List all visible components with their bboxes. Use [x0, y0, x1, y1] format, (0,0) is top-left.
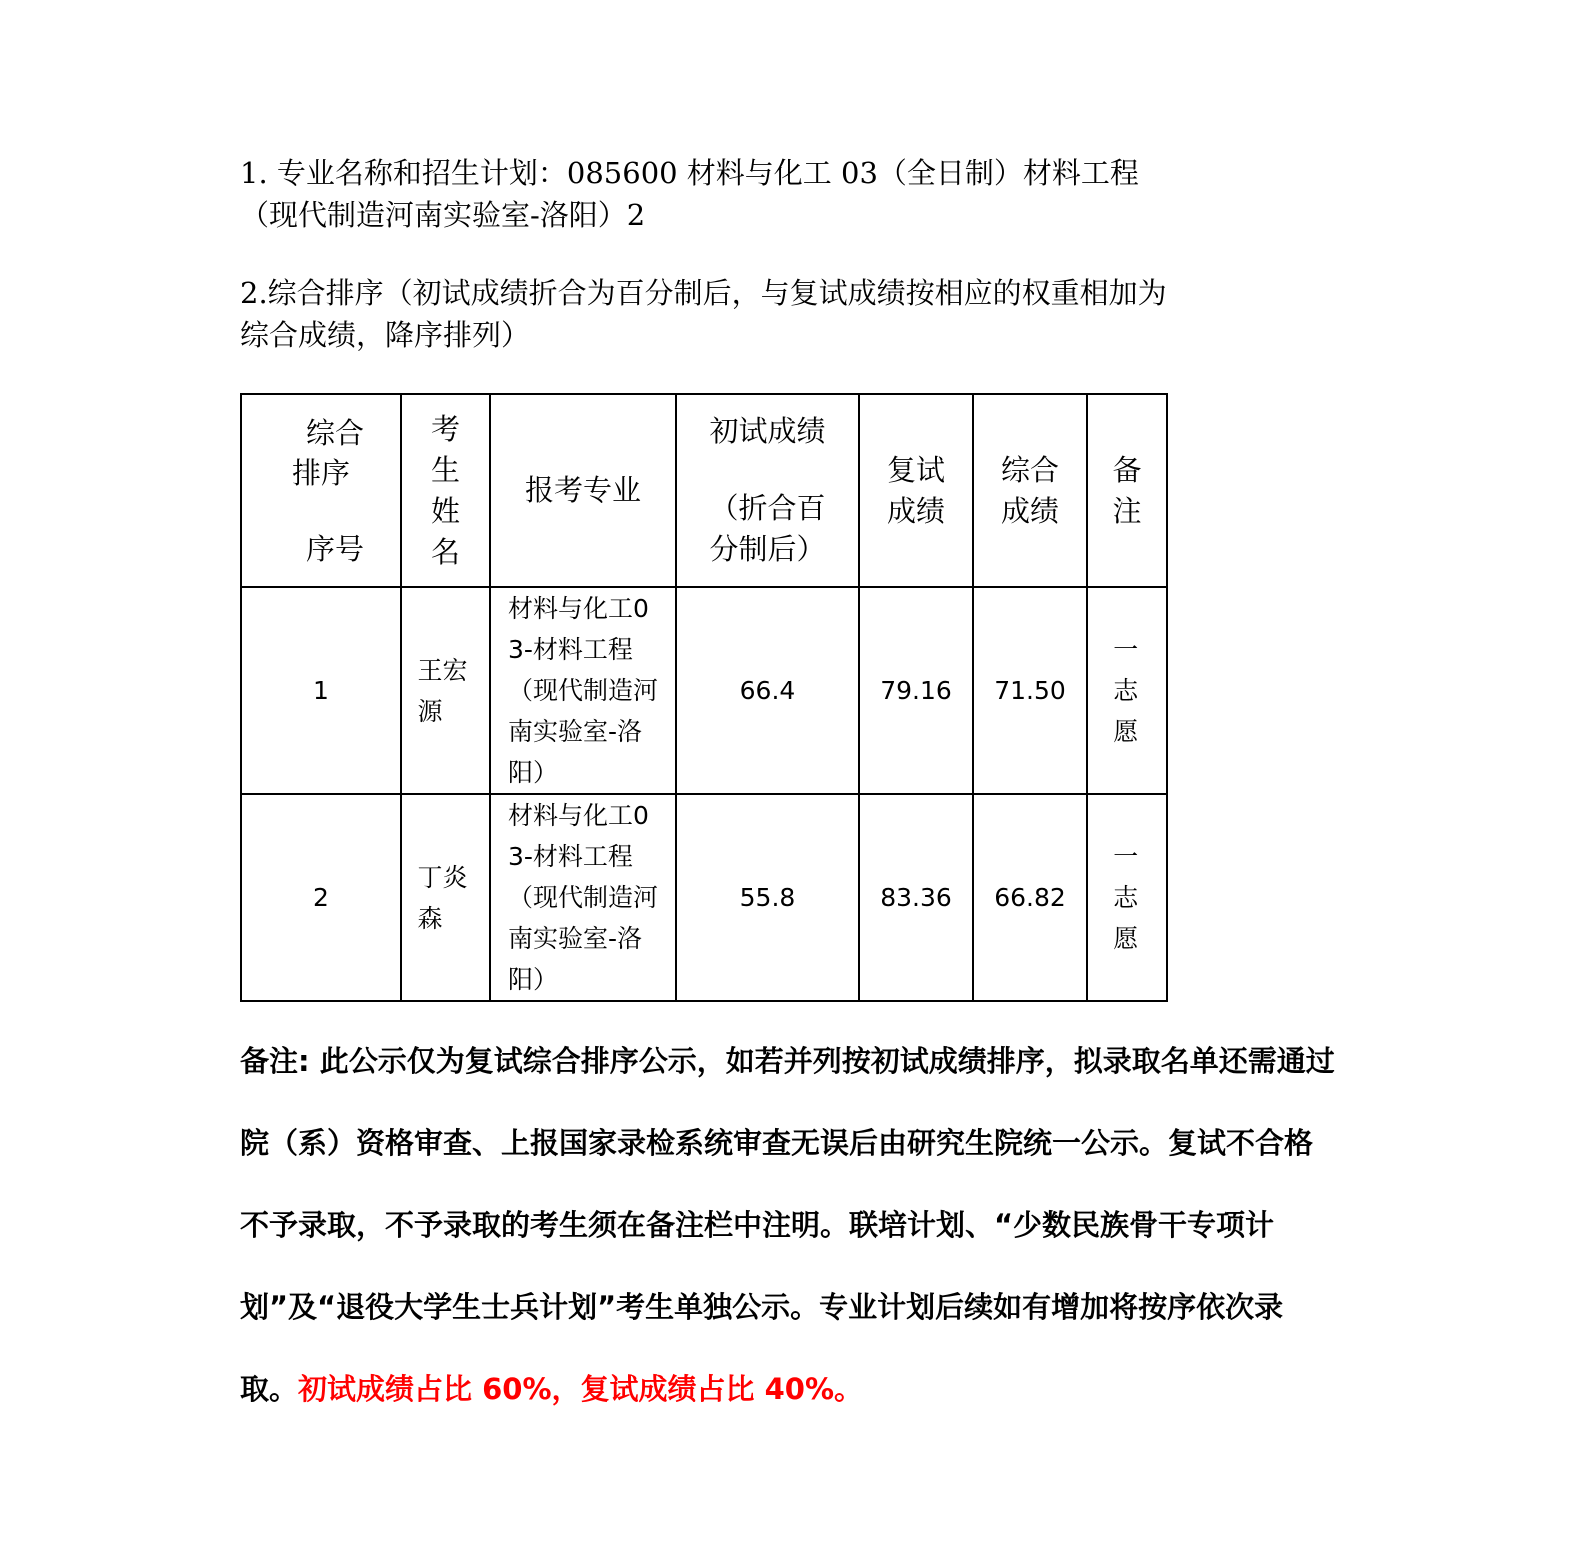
cell-second-score: 79.16 [859, 587, 973, 794]
cell-total-score: 66.82 [973, 794, 1087, 1001]
cell-rank: 1 [241, 587, 401, 794]
cell-second-score: 83.36 [859, 794, 973, 1001]
ranking-table [240, 393, 1168, 1002]
remarks-note [240, 1020, 1340, 1430]
cell-major: 材料与化工03-材料工程（现代制造河南实验室-洛阳） [490, 587, 676, 794]
remarks-text: 备注: 此公示仅为复试综合排序公示，如若并列按初试成绩排序，拟录取名单还需通过院（系）资格审查、上报国家录检系统审查无误后由研究生院统一公示。复试不合格不予录取，不予录取的考生须在备注栏中注明。联培计划、“少数民族骨干专项计划”及“退役大学生士兵计划”考生单独公示。专业计划后续如有增加将按序依次录取。 [240, 1044, 1335, 1406]
cell-name: 丁炎森 [401, 794, 490, 1001]
cell-rank: 2 [241, 794, 401, 1001]
header-major: 报考专业 [490, 394, 676, 587]
header-total-score: 综合成绩 [973, 394, 1087, 587]
header-name: 考生姓名 [401, 394, 490, 587]
cell-remark: 一志愿 [1087, 794, 1167, 1001]
ranking-paragraph: 2.综合排序（初试成绩折合为百分制后，与复试成绩按相应的权重相加为综合成绩，降序排列） [240, 276, 1167, 352]
table-header-row [241, 394, 1167, 587]
cell-major: 材料与化工03-材料工程（现代制造河南实验室-洛阳） [490, 794, 676, 1001]
header-second-score: 复试成绩 [859, 394, 973, 587]
table-row [241, 794, 1167, 1001]
cell-remark: 一志愿 [1087, 587, 1167, 794]
plan-paragraph: 1. 专业名称和招生计划：085600 材料与化工 03（全日制）材料工程（现代制造河南实验室-洛阳）2 [240, 156, 1139, 232]
header-remark: 备注 [1087, 394, 1167, 587]
weight-ratio-text: 初试成绩占比 60%，复试成绩占比 40%。 [298, 1372, 864, 1406]
cell-first-score: 66.4 [676, 587, 859, 794]
cell-name: 王宏源 [401, 587, 490, 794]
header-first-score: 初试成绩 （折合百分制后） [676, 394, 859, 587]
header-rank: 综合 排序 序号 [241, 394, 401, 587]
table-row [241, 587, 1167, 794]
cell-total-score: 71.50 [973, 587, 1087, 794]
cell-first-score: 55.8 [676, 794, 859, 1001]
